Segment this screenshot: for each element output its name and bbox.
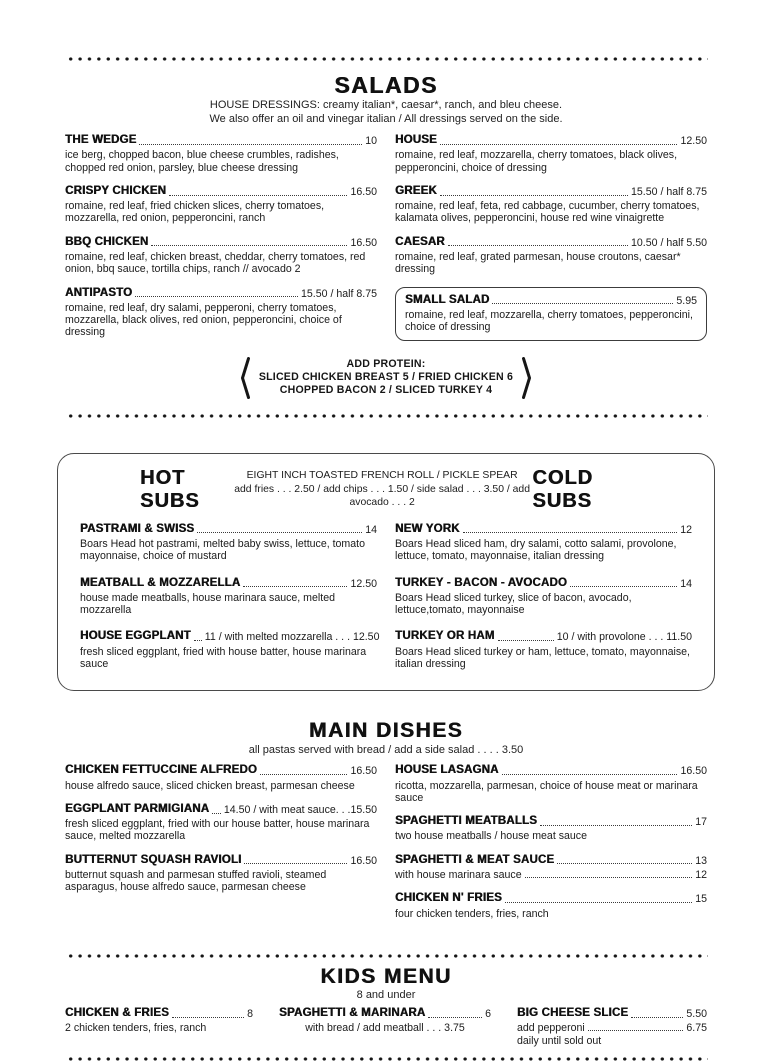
add-protein-line2: SLICED CHICKEN BREAST 5 / FRIED CHICKEN 6 (258, 371, 514, 384)
item-name: SMALL SALAD (405, 293, 490, 306)
item-description: romaine, red leaf, fried chicken slices, cherry tomatoes, mozzarella, red onion, pepperoncini, ranch (65, 200, 325, 225)
dotted-leader (440, 144, 678, 145)
subs-header-center (232, 469, 532, 510)
item-price: 15.50 / half 8.75 (631, 185, 707, 198)
salads-subtitle-line1: HOUSE DRESSINGS: creamy italian*, caesar*, ranch, and bleu cheese. (209, 99, 563, 111)
dotted-leader (525, 877, 693, 878)
dotted-divider-top (66, 57, 708, 61)
item-name: HOUSE LASAGNA (395, 764, 499, 777)
add-protein-block (0, 357, 772, 399)
item-name: GREEK (395, 184, 437, 197)
menu-item-turkey-or-ham (395, 630, 692, 670)
item-price: 5.50 (686, 1007, 707, 1020)
menu-item-the-wedge (65, 134, 377, 174)
menu-item-greek (395, 185, 707, 225)
menu-item-new-york (395, 523, 692, 563)
item-name: SPAGHETTI & MARINARA (279, 1006, 426, 1019)
item-name: BBQ CHICKEN (65, 235, 149, 248)
dotted-leader (570, 586, 677, 587)
item-description: ricotta, mozzarella, parmesan, choice of house meat or marinara sauce (395, 779, 698, 804)
item-price: 15 (695, 893, 707, 906)
item-description: 2 chicken tenders, fries, ranch (65, 1022, 207, 1035)
item-variant-row (517, 1022, 707, 1034)
item-name: SPAGHETTI MEATBALLS (395, 815, 538, 828)
dotted-leader (135, 296, 298, 297)
item-description: Boars Head sliced turkey or ham, lettuce, tomato, mayonnaise, italian dressing (395, 645, 691, 670)
menu-item-kids-big-cheese-slice (517, 1007, 707, 1048)
item-price: 16.50 (680, 765, 707, 778)
subs-columns (80, 523, 692, 685)
item-description: ice berg, chopped bacon, blue cheese crumbles, radishes, chopped red onion, parsley, blue cheese dressing (65, 149, 339, 174)
menu-item-chicken-n-fries (395, 892, 707, 920)
mains-columns (0, 764, 772, 931)
menu-item-house (395, 134, 707, 174)
item-price: 13 (695, 854, 707, 867)
item-name: MEATBALL & MOZZARELLA (80, 576, 241, 589)
item-name: CHICKEN N' FRIES (395, 892, 502, 905)
dotted-leader (557, 863, 692, 864)
item-name: HOUSE (395, 133, 437, 146)
dotted-leader (492, 303, 673, 304)
item-price: 16.50 (350, 765, 377, 778)
menu-item-butternut-squash-ravioli (65, 854, 377, 894)
subs-roll-note: EIGHT INCH TOASTED FRENCH ROLL / PICKLE SPEAR (246, 470, 518, 482)
hot-subs-column (80, 522, 380, 685)
dotted-divider-3 (66, 954, 708, 958)
item-name: CRISPY CHICKEN (65, 184, 166, 197)
item-price: 12.50 (350, 577, 377, 590)
dotted-leader (631, 1017, 683, 1018)
menu-item-turkey-bacon-avocado (395, 577, 692, 617)
item-name: HOUSE EGGPLANT (80, 630, 191, 643)
item-description: house made meatballs, house marinara sauce, melted mozzarella (80, 591, 335, 617)
item-description: fresh sliced eggplant, fried with house batter, house marinara sauce (80, 645, 367, 670)
dotted-leader (540, 825, 692, 826)
menu-item-bbq-chicken (65, 236, 377, 276)
item-name: BUTTERNUT SQUASH RAVIOLI (65, 853, 242, 866)
menu-item-eggplant-parmigiana (65, 803, 377, 843)
item-name: NEW YORK (395, 522, 460, 535)
mains-left-column (65, 764, 377, 931)
item-description: with bread / add meatball . . . 3.75 (305, 1022, 465, 1035)
dotted-leader (169, 195, 347, 196)
item-price: 5.95 (676, 294, 697, 307)
variant-price: 6.75 (686, 1022, 707, 1035)
dotted-leader (172, 1017, 244, 1018)
item-description: four chicken tenders, fries, ranch (395, 907, 549, 920)
right-angle-bracket-icon (522, 357, 533, 399)
hot-subs-title: HOT SUBS (140, 466, 200, 512)
item-price: 16.50 (350, 854, 377, 867)
variant-label: with house marinara sauce (395, 868, 522, 881)
dotted-leader (498, 640, 554, 641)
item-name: TURKEY OR HAM (395, 630, 495, 643)
item-description: romaine, red leaf, chicken breast, cheddar, cherry tomatoes, red onion, bbq sauce, tortilla chips, ranch // avocado 2 (65, 250, 366, 276)
item-price: 12 (680, 523, 692, 536)
item-description: two house meatballs / house meat sauce (395, 830, 587, 843)
item-description: Boars Head sliced ham, dry salami, cotto salami, provolone, lettuce, tomato, mayonnaise, italian dressing (395, 537, 677, 563)
add-protein-line1: ADD PROTEIN: (346, 357, 426, 370)
dotted-leader (197, 532, 362, 533)
salads-left-column (65, 134, 377, 350)
dotted-leader (139, 144, 362, 145)
add-protein-text (259, 358, 513, 398)
menu-item-house-eggplant (80, 630, 380, 670)
item-description: romaine, red leaf, mozzarella, cherry tomatoes, black olives, pepperoncini, choice of dressing (395, 149, 678, 174)
item-price: 14.50 / with meat sauce. . .15.50 (223, 803, 377, 816)
variant-label: add pepperoni (517, 1022, 585, 1035)
item-description: romaine, red leaf, grated parmesan, house croutons, caesar* dressing (395, 250, 681, 276)
main-dishes-title: MAIN DISHES (308, 719, 464, 743)
dotted-leader (243, 586, 347, 587)
dotted-leader (428, 1017, 482, 1018)
subs-addons-note: add fries . . . 2.50 / add chips . . . 1.50 / side salad . . . 3.50 / add avocado . . . 2 (234, 483, 530, 509)
dotted-leader (151, 245, 347, 246)
salads-right-column (395, 134, 707, 350)
item-variant-row (395, 869, 707, 881)
item-price: 10 (365, 135, 377, 148)
cold-subs-column (395, 523, 692, 685)
item-price: 6 (485, 1007, 491, 1020)
menu-item-kids-chicken-fries (65, 1007, 253, 1048)
item-price: 14 (680, 577, 692, 590)
dotted-divider-2 (66, 414, 708, 418)
item-name: CHICKEN FETTUCCINE ALFREDO (65, 764, 257, 777)
item-price: 10 / with provolone . . . 11.50 (556, 631, 692, 644)
item-price: 16.50 (350, 236, 377, 249)
salads-columns (0, 134, 772, 350)
item-name: THE WEDGE (65, 133, 137, 146)
item-description: Boars Head hot pastrami, melted baby swiss, lettuce, tomato mayonnaise, choice of mustard (80, 537, 365, 563)
item-price: 14 (365, 523, 377, 536)
menu-item-kids-spaghetti-marinara (279, 1007, 491, 1048)
item-price: 12.50 (680, 135, 707, 148)
item-price: 8 (247, 1007, 253, 1020)
menu-item-pastrami-swiss (80, 523, 377, 563)
menu-item-crispy-chicken (65, 185, 377, 225)
menu-item-spaghetti-meat-sauce (395, 854, 707, 882)
item-description: butternut squash and parmesan stuffed ravioli, steamed asparagus, house alfredo sauce, parmesan cheese (65, 868, 327, 894)
item-description: fresh sliced eggplant, fried with our house batter, house marinara sauce, melted mozzarella (65, 818, 370, 843)
dotted-leader (502, 774, 678, 775)
menu-item-meatball-mozzarella (80, 577, 377, 617)
kids-menu-subtitle: 8 and under (356, 988, 416, 1001)
dotted-leader (194, 640, 202, 641)
item-name: EGGPLANT PARMIGIANA (65, 802, 210, 815)
dotted-leader (260, 774, 348, 775)
menu-item-house-lasagna (395, 764, 707, 804)
item-description: romaine, red leaf, dry salami, pepperoni, cherry tomatoes, mozzarella, black olives, red onion, pepperoncini, choice of dressing (65, 301, 342, 339)
item-name: CAESAR (395, 235, 445, 248)
dotted-leader (440, 195, 628, 196)
subs-box (57, 453, 715, 692)
main-dishes-subtitle: all pastas served with bread / add a side salad . . . . 3.50 (248, 744, 524, 757)
subs-header (80, 467, 692, 513)
item-price: 16.50 (350, 185, 377, 198)
item-name: BIG CHEESE SLICE (517, 1006, 629, 1019)
item-description: romaine, red leaf, feta, red cabbage, cucumber, cherry tomatoes, kalamata olives, pepperoncini, house red wine vinaigrette (395, 200, 700, 225)
item-description: romaine, red leaf, mozzarella, cherry tomatoes, pepperoncini, choice of dressing (405, 308, 693, 334)
dotted-leader (505, 902, 692, 903)
item-name: ANTIPASTO (65, 286, 133, 299)
item-price: 15.50 / half 8.75 (301, 287, 377, 300)
kids-menu-title: KIDS MENU (320, 964, 452, 988)
menu-item-chicken-fettuccine-alfredo (65, 764, 377, 792)
mains-right-column (395, 764, 707, 931)
menu-item-caesar (395, 236, 707, 276)
dotted-leader (448, 245, 628, 246)
dotted-leader (463, 532, 678, 533)
salads-subtitle-line2: We also offer an oil and vinegar italian / All dressings served on the side. (209, 112, 563, 125)
menu-item-antipasto (65, 287, 377, 339)
menu-item-spaghetti-meatballs (395, 815, 707, 843)
variant-price: 12 (695, 868, 707, 881)
dotted-leader (244, 863, 347, 864)
item-name: TURKEY - BACON - AVOCADO (395, 576, 567, 589)
item-price: 17 (695, 816, 707, 829)
item-price: 11 / with melted mozzarella . . . 12.50 (204, 631, 380, 644)
dotted-leader (588, 1030, 684, 1031)
item-description: Boars Head sliced turkey, slice of bacon, avocado, lettuce,tomato, mayonnaise (395, 591, 632, 617)
dotted-divider-bottom (66, 1057, 708, 1061)
item-name: SPAGHETTI & MEAT SAUCE (395, 853, 555, 866)
left-angle-bracket-icon (239, 357, 250, 399)
item-description: house alfredo sauce, sliced chicken breast, parmesan cheese (65, 779, 355, 792)
small-salad-box (395, 287, 707, 342)
add-protein-line3: CHOPPED BACON 2 / SLICED TURKEY 4 (279, 384, 493, 397)
item-name: PASTRAMI & SWISS (80, 522, 195, 535)
cold-subs-title: COLD SUBS (532, 466, 593, 512)
item-price: 10.50 / half 5.50 (631, 236, 707, 249)
dotted-leader (212, 813, 221, 814)
item-name: CHICKEN & FRIES (65, 1006, 169, 1019)
salads-section-title: SALADS (334, 72, 438, 98)
item-note: daily until sold out (517, 1035, 602, 1048)
menu-page (0, 57, 772, 1057)
kids-columns (0, 1007, 772, 1048)
